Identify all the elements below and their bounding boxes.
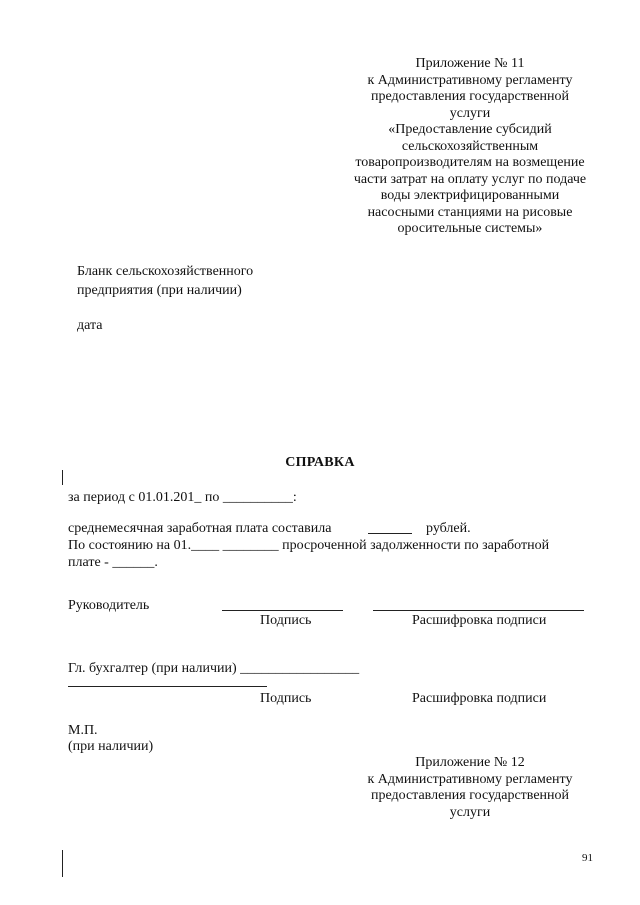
annex-12-line: предоставления государственной (370, 788, 570, 803)
head-signature-caption: Подпись (260, 613, 312, 628)
annex-11-line: воды электрифицированными (380, 188, 560, 203)
arrears-line-2: плате - ______. (68, 555, 158, 570)
accountant-decoding-caption: Расшифровка подписи (412, 691, 547, 706)
annex-11-line: сельскохозяйственным (401, 138, 539, 154)
stamp-label: М.П. (68, 723, 98, 738)
salary-blank-line (368, 533, 412, 534)
salary-label: среднемесячная заработная плата составила (68, 521, 332, 536)
annex-12-header (320, 755, 620, 821)
annex-11-line: товаропроизводителям на возмещение (355, 155, 585, 170)
annex-11-line: услуги (449, 105, 491, 121)
margin-bar (62, 470, 63, 485)
margin-bar-bottom (62, 850, 63, 877)
annex-11-line: оросительные системы» (397, 221, 543, 236)
head-signature-line (222, 610, 343, 611)
arrears-line-1: По состоянию на 01.____ ________ просроченной задолженности по заработной (68, 538, 550, 553)
period-line: за период с 01.01.201_ по __________: (68, 490, 297, 505)
page-number: 91 (582, 852, 593, 864)
blank-line-2: предприятия (при наличии) (77, 283, 242, 298)
head-decoding-line (373, 610, 584, 611)
annex-12-line: услуги (449, 804, 491, 820)
annex-11-line: предоставления государственной (370, 89, 570, 104)
head-decoding-caption: Расшифровка подписи (412, 613, 547, 628)
blank-line-1: Бланк сельскохозяйственного (77, 264, 254, 279)
annex-11-line: «Предоставление субсидий (388, 122, 552, 137)
annex-11-line: насосными станциями на рисовые (367, 204, 573, 220)
accountant-label: Гл. бухгалтер (при наличии) _________________ (68, 661, 360, 676)
accountant-decoding-line (68, 686, 267, 687)
certificate-title: СПРАВКА (285, 455, 355, 470)
annex-11-header (320, 56, 620, 238)
annex-11-line: Приложение № 11 (415, 56, 525, 71)
accountant-signature-caption: Подпись (260, 691, 312, 706)
annex-11-line: к Административному регламенту (367, 72, 573, 88)
salary-unit: рублей. (426, 521, 471, 536)
annex-11-line: части затрат на оплату услуг по подаче (353, 171, 587, 187)
head-label: Руководитель (68, 598, 150, 613)
annex-12-line: Приложение № 12 (415, 755, 525, 770)
annex-12-line: к Административному регламенту (367, 771, 573, 787)
date-label: дата (77, 318, 103, 333)
stamp-note: (при наличии) (68, 739, 154, 754)
